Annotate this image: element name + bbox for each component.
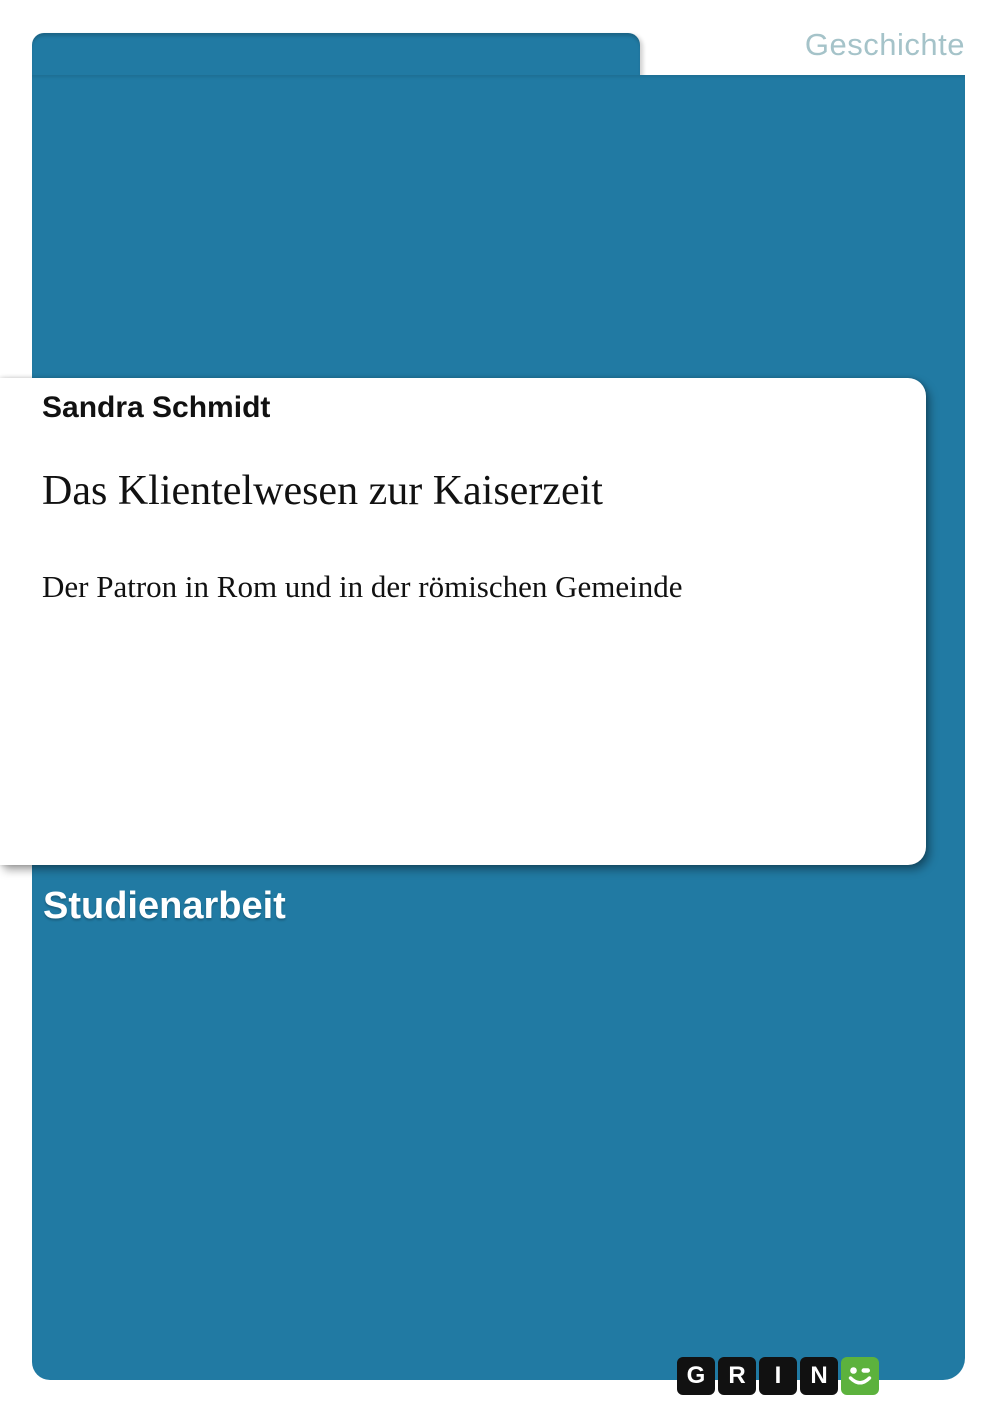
author-name: Sandra Schmidt (42, 391, 271, 424)
category-label: Geschichte (804, 27, 965, 62)
logo-letter-i: I (759, 1357, 797, 1395)
logo-letter-n: N (800, 1357, 838, 1395)
logo-letter-g: G (677, 1357, 715, 1395)
document-subtitle: Der Patron in Rom und in der römischen Gemeinde (42, 569, 683, 604)
document-type-label: Studienarbeit (43, 885, 286, 927)
winking-smiley-icon (841, 1357, 879, 1395)
document-title: Das Klientelwesen zur Kaiserzeit (42, 468, 603, 514)
grin-logo (677, 1357, 879, 1395)
title-card (0, 378, 926, 865)
logo-letter-r: R (718, 1357, 756, 1395)
